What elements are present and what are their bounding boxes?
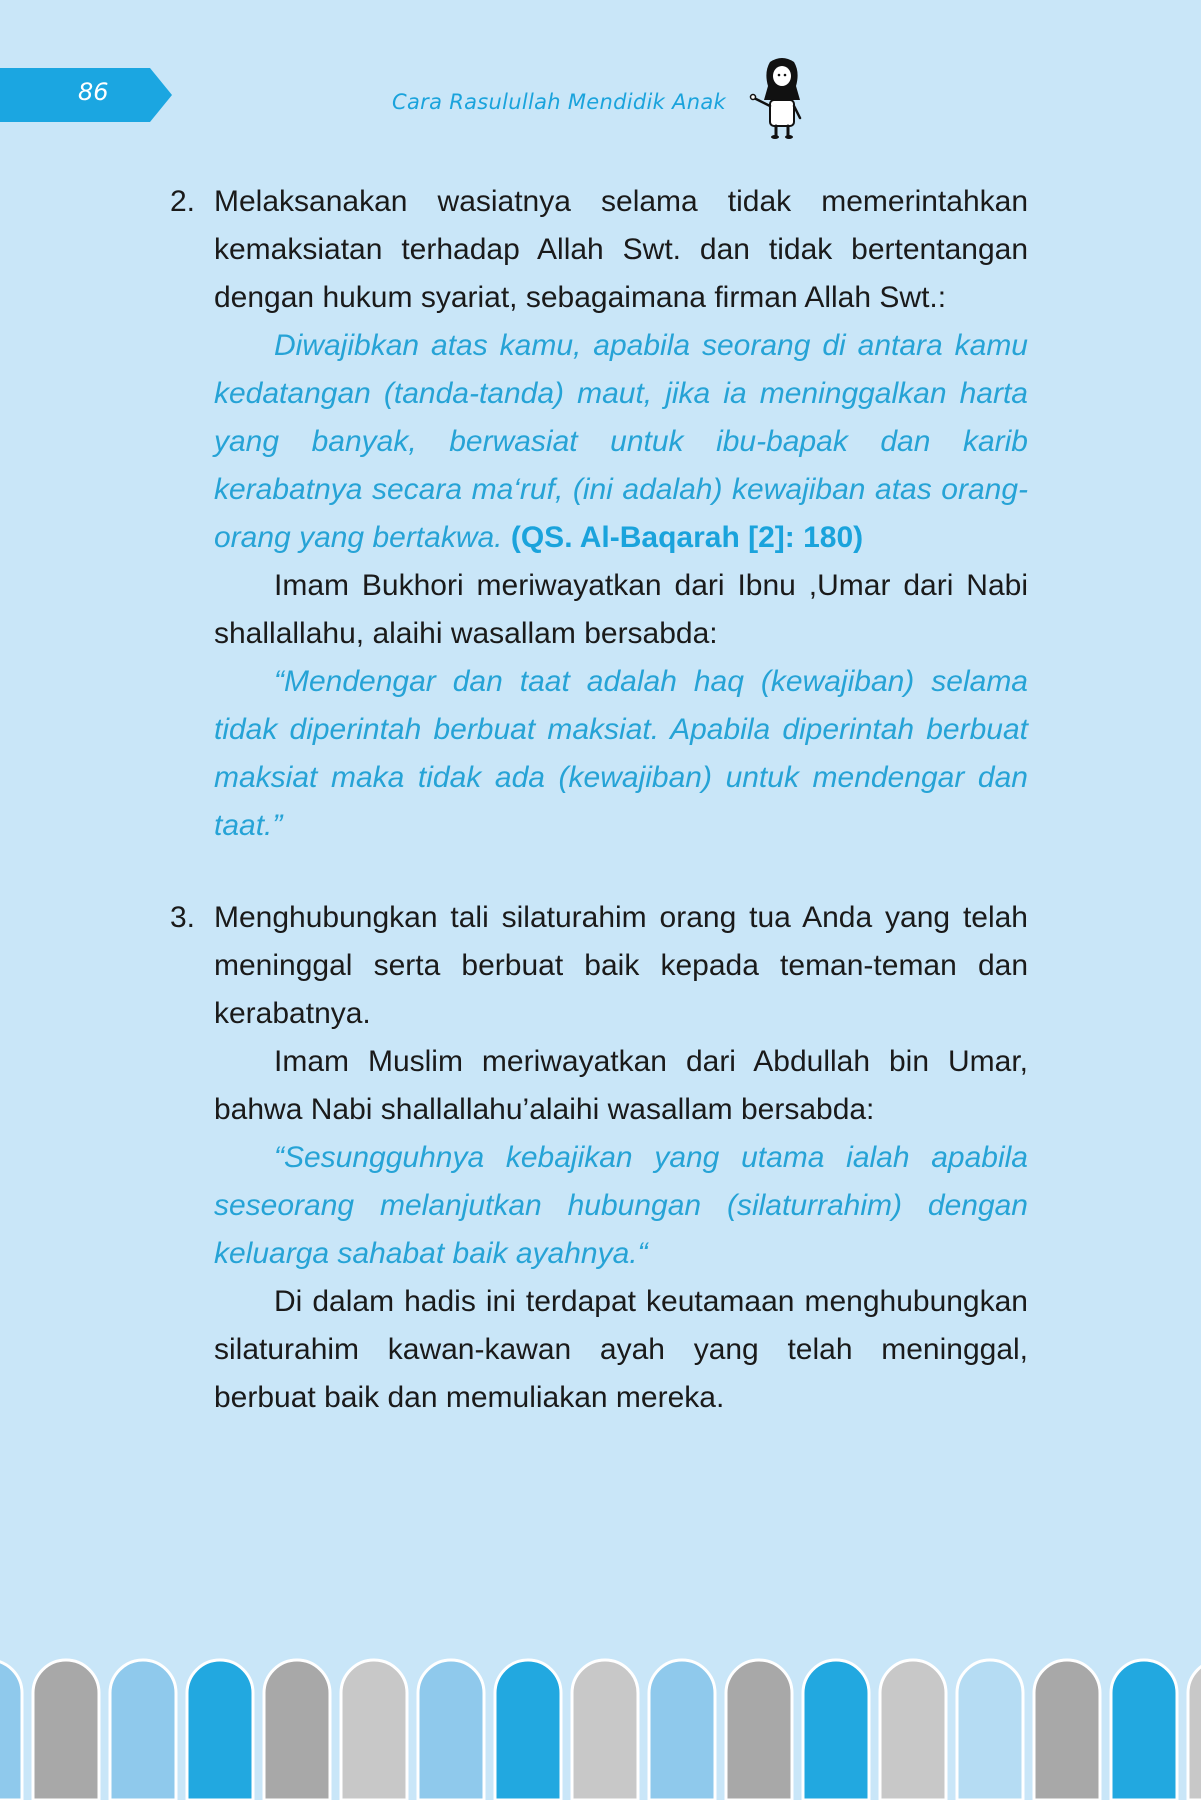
narration: Imam Bukhori meriwayatkan dari Ibnu ,Umar dari Nabi shallallahu, alaihi wasallam bersabda: — [214, 569, 1028, 650]
fence-picket — [649, 1660, 715, 1800]
quran-verse — [214, 322, 1028, 562]
fence-picket — [880, 1660, 946, 1800]
spacer — [0, 850, 1201, 894]
hadith-quote: “Sesungguhnya kebajikan yang utama ialah apabila seseorang melanjutkan hubungan (silaturrahim) dengan keluarga sahabat baik ayahnya.“ — [214, 1141, 1028, 1270]
item-intro: Menghubungkan tali silaturahim orang tua Anda yang telah meninggal serta berbuat baik kepada teman-teman dan kerabatnya. — [214, 901, 1028, 1030]
fence-picket — [1034, 1660, 1100, 1800]
fence-picket — [495, 1660, 561, 1800]
page-body — [0, 178, 1201, 1422]
girl-mascot-illustration — [748, 56, 816, 140]
running-title: Cara Rasulullah Mendidik Anak — [392, 90, 727, 114]
fence-picket — [110, 1660, 176, 1800]
verse-text: Diwajibkan atas kamu, apabila seorang di antara kamu kedatangan (tanda-tanda) maut, jika ia meninggalkan harta yang banyak, berwasiat untuk ibu-bapak dan karib kerabatnya secara ma‘ruf, (ini adalah) kewajiban atas orang-orang yang bertakwa. — [214, 329, 1028, 554]
verse-reference: (QS. Al-Baqarah [2]: 180) — [510, 521, 864, 554]
item-intro: Melaksanakan wasiatnya selama tidak memerintahkan kemaksiatan terhadap Allah Swt. dan tidak bertentangan dengan hukum syariat, sebagaimana firman Allah Swt.: — [214, 185, 1028, 314]
picket-fence-decoration — [0, 1658, 1201, 1800]
narration: Imam Muslim meriwayatkan dari Abdullah bin Umar, bahwa Nabi shallallahu’alaihi wasallam bersabda: — [214, 1045, 1028, 1126]
fence-picket — [1188, 1660, 1201, 1800]
fence-picket — [726, 1660, 792, 1800]
fence-picket — [418, 1660, 484, 1800]
fence-picket — [264, 1660, 330, 1800]
item-number: 3. — [170, 901, 196, 934]
fence-picket — [187, 1660, 253, 1800]
fence-picket — [957, 1660, 1023, 1800]
fence-picket — [1111, 1660, 1177, 1800]
fence-picket — [572, 1660, 638, 1800]
conclusion: Di dalam hadis ini terdapat keutamaan menghubungkan silaturahim kawan-kawan ayah yang telah meninggal, berbuat baik dan memuliakan mereka. — [214, 1285, 1028, 1414]
list-item-2 — [0, 178, 1028, 850]
list-item-3 — [0, 894, 1028, 1422]
hadith-quote: “Mendengar dan taat adalah haq (kewajiban) selama tidak diperintah berbuat maksiat. Apabila diperintah berbuat maksiat maka tidak ada (kewajiban) untuk mendengar dan taat.” — [214, 665, 1028, 842]
item-number: 2. — [170, 185, 196, 218]
fence-picket — [0, 1660, 22, 1800]
fence-picket — [341, 1660, 407, 1800]
fence-picket — [803, 1660, 869, 1800]
page-number: 86 — [78, 78, 109, 106]
fence-picket — [33, 1660, 99, 1800]
